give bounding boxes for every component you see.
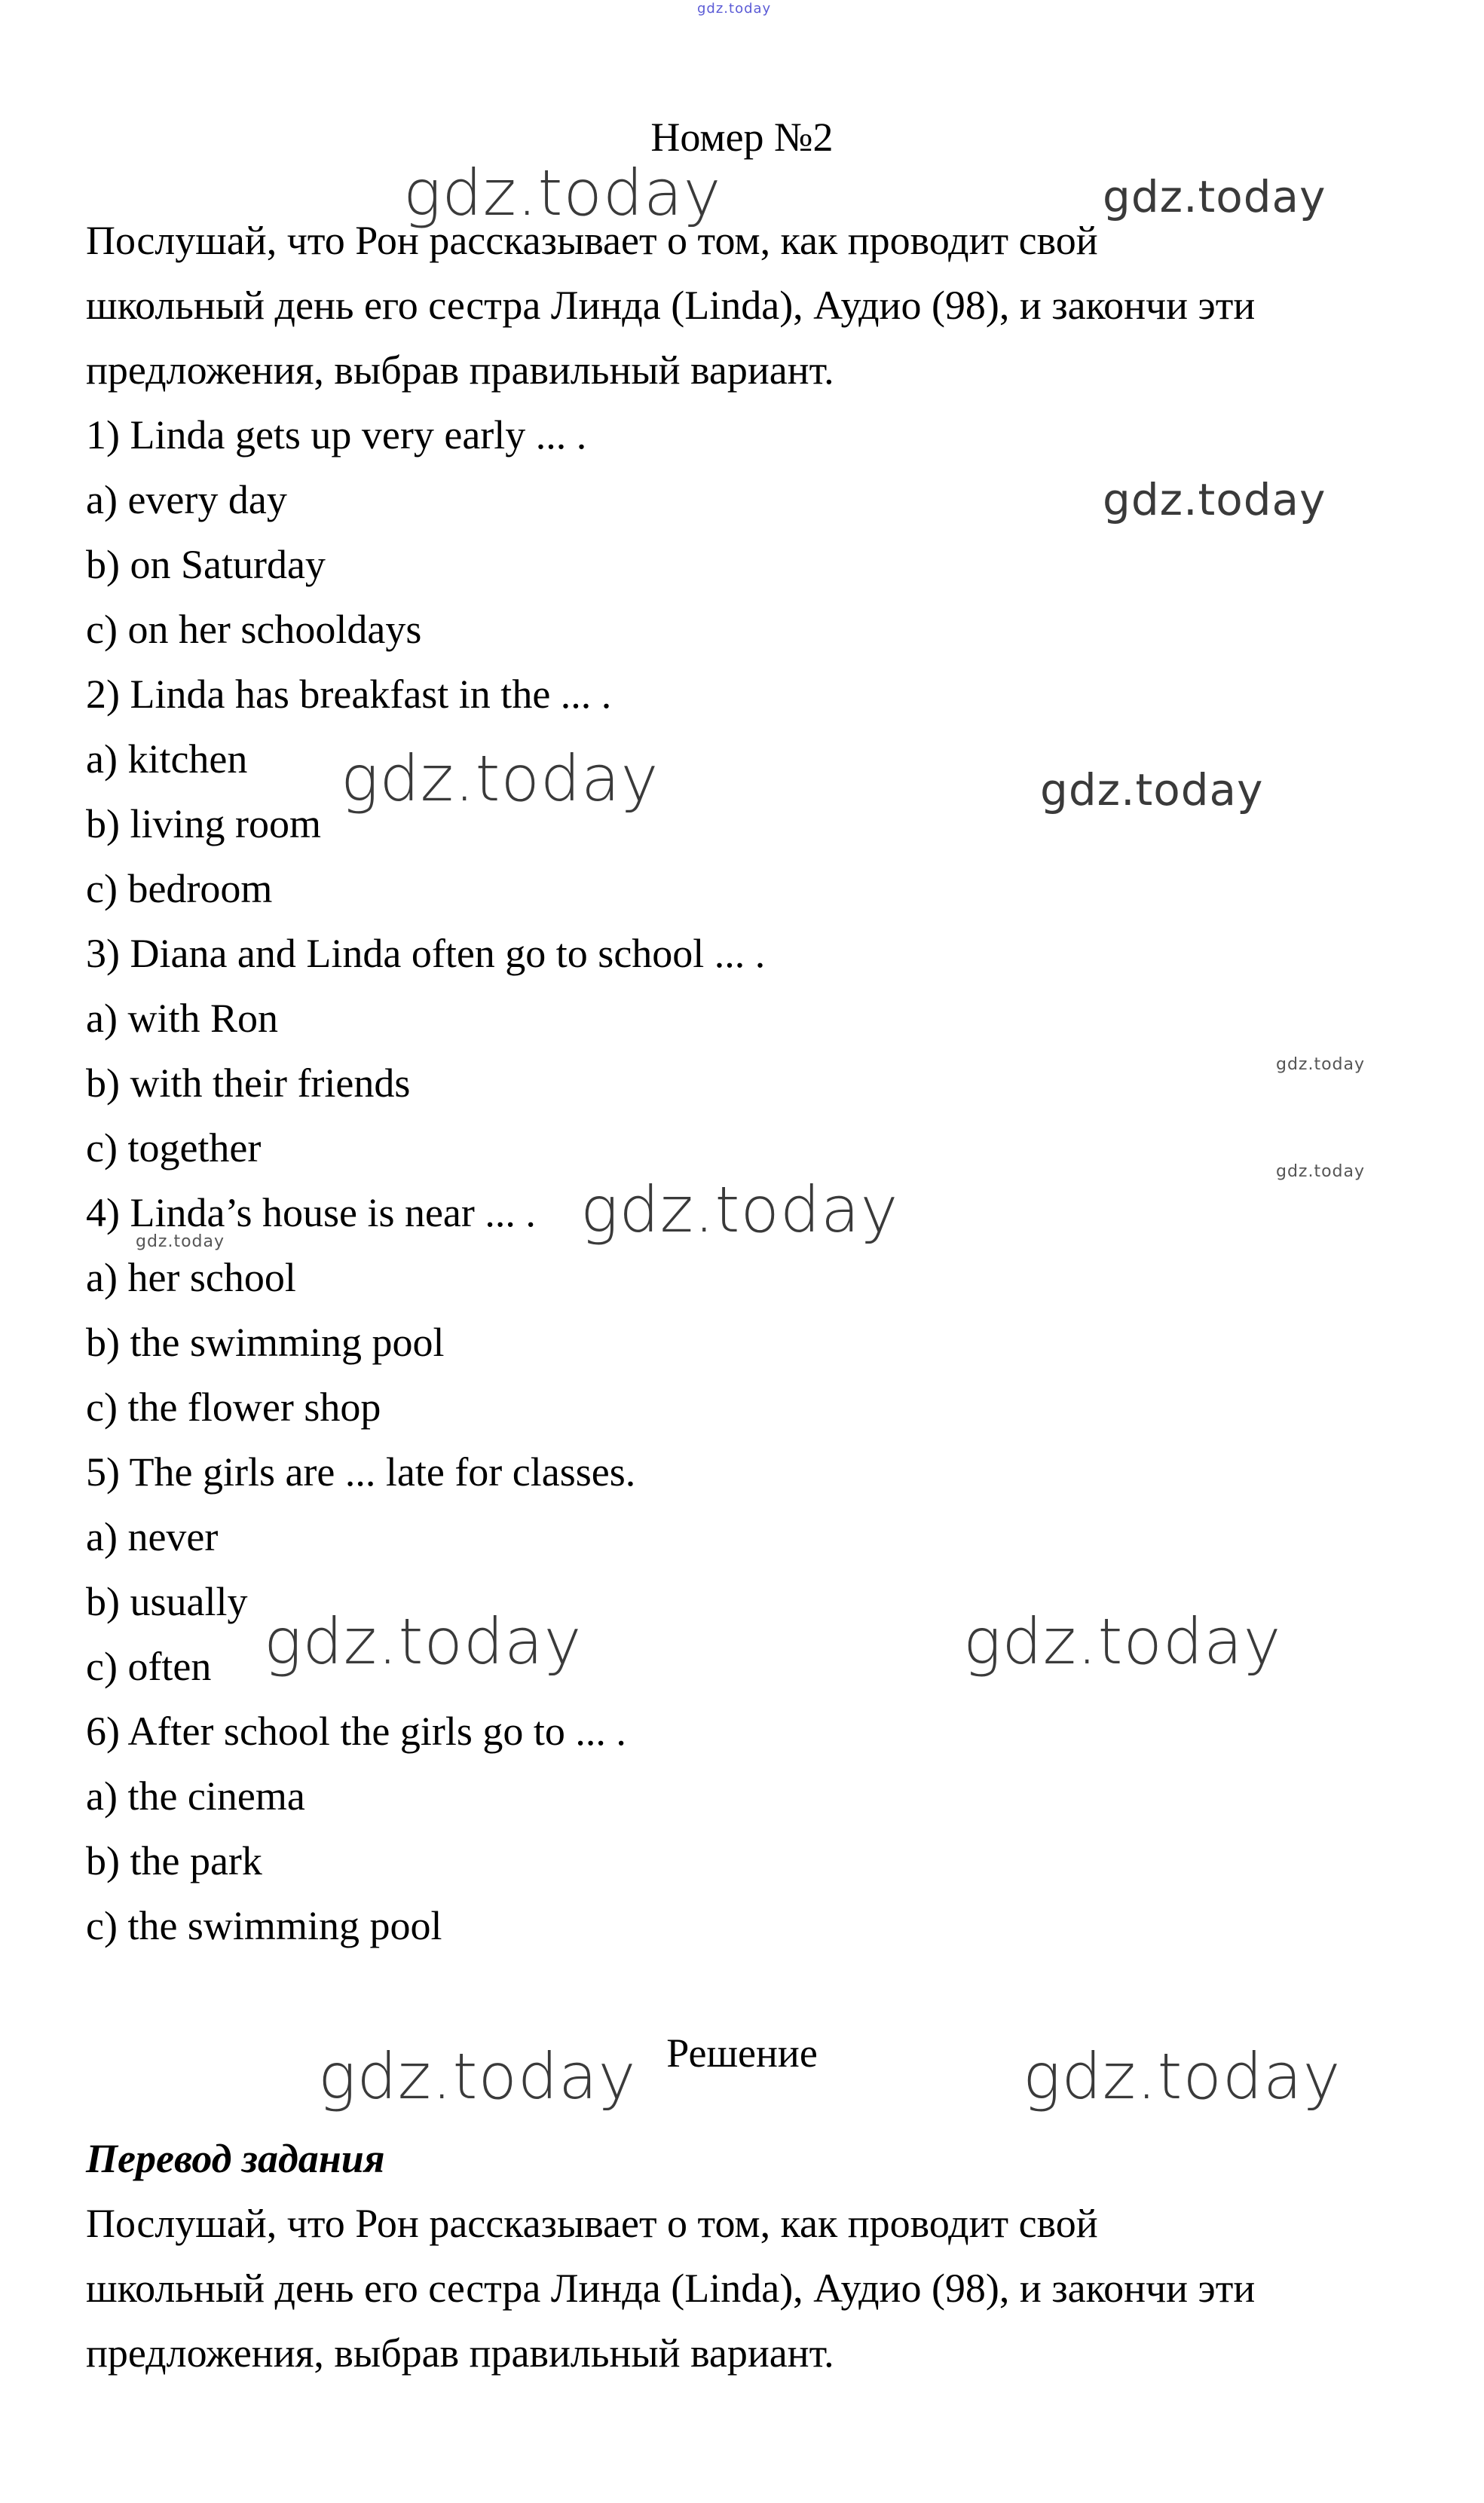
watermark: gdz.today <box>341 742 659 815</box>
watermark: gdz.today <box>1103 171 1326 222</box>
question-4-option-b: b) the swimming pool <box>86 1320 445 1365</box>
translation-line: Послушай, что Рон рассказывает о том, как проводит свой <box>86 2201 1098 2246</box>
solution-heading: Решение <box>666 2030 818 2076</box>
watermark: gdz.today <box>1276 1055 1366 1074</box>
translation-heading: Перевод задания <box>86 2136 385 2181</box>
question-3-option-b: b) with their friends <box>86 1060 411 1106</box>
task-intro-line: школьный день его сестра Линда (Linda), Аудио (98), и закончи эти <box>86 283 1256 328</box>
question-5-option-b: b) usually <box>86 1579 248 1624</box>
question-4-option-c: c) the flower shop <box>86 1385 381 1430</box>
question-2-option-b: b) living room <box>86 801 321 846</box>
watermark: gdz.today <box>1040 764 1264 815</box>
question-1-option-b: b) on Saturday <box>86 542 326 587</box>
question-4-option-a: a) her school <box>86 1255 296 1300</box>
watermark: gdz.today <box>403 156 722 230</box>
question-6-option-c: c) the swimming pool <box>86 1903 442 1948</box>
watermark: gdz.today <box>1276 1162 1366 1181</box>
question-1-option-c: c) on her schooldays <box>86 607 422 652</box>
question-2-option-c: c) bedroom <box>86 866 273 911</box>
watermark: gdz.today <box>136 1232 225 1251</box>
question-5-option-a: a) never <box>86 1514 219 1559</box>
task-intro-line: предложения, выбрав правильный вариант. <box>86 347 834 393</box>
question-1-option-a: a) every day <box>86 477 287 522</box>
question-2-option-a: a) kitchen <box>86 736 248 782</box>
top-watermark: gdz.today <box>697 1 772 17</box>
question-2: 2) Linda has breakfast in the ... . <box>86 672 612 717</box>
question-6-option-b: b) the park <box>86 1838 262 1883</box>
translation-line: предложения, выбрав правильный вариант. <box>86 2330 834 2376</box>
question-4: 4) Linda’s house is near ... . <box>86 1190 536 1235</box>
watermark: gdz.today <box>963 1605 1282 1678</box>
watermark: gdz.today <box>1103 474 1326 525</box>
question-6: 6) After school the girls go to ... . <box>86 1709 626 1754</box>
question-3: 3) Diana and Linda often go to school ... . <box>86 931 766 976</box>
translation-line: школьный день его сестра Линда (Linda), Аудио (98), и закончи эти <box>86 2266 1256 2311</box>
question-5-option-c: c) often <box>86 1644 212 1689</box>
watermark: gdz.today <box>580 1173 899 1247</box>
question-3-option-a: a) with Ron <box>86 996 278 1041</box>
watermark: gdz.today <box>1023 2039 1342 2113</box>
page-title: Номер №2 <box>650 115 834 160</box>
question-1: 1) Linda gets up very early ... . <box>86 412 587 457</box>
question-5: 5) The girls are ... late for classes. <box>86 1449 636 1495</box>
question-3-option-c: c) together <box>86 1125 262 1170</box>
watermark: gdz.today <box>318 2039 637 2113</box>
watermark: gdz.today <box>264 1605 583 1678</box>
task-intro-line: Послушай, что Рон рассказывает о том, как проводит свой <box>86 218 1098 263</box>
question-6-option-a: a) the cinema <box>86 1773 305 1819</box>
